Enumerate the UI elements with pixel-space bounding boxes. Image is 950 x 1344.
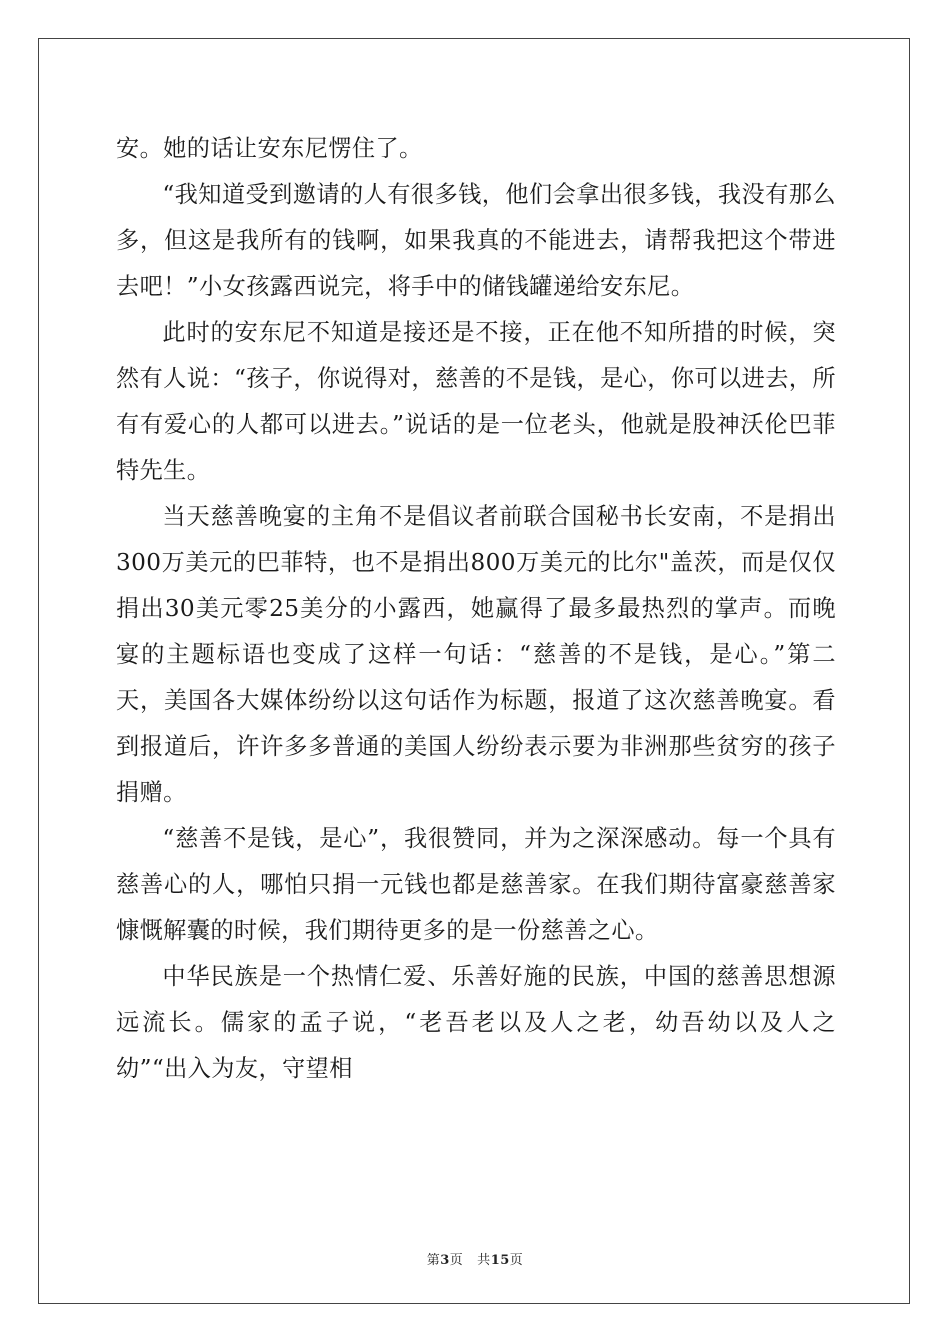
footer-prefix: 第 xyxy=(426,1253,441,1268)
document-body xyxy=(116,126,836,1092)
paragraph-reflection: “慈善不是钱，是心”，我很赞同，并为之深深感动。每一个具有慈善心的人，哪怕只捐一元钱也都是慈善家。在我们期待富豪慈善家慷慨解囊的时候，我们期待更多的是一份慈善之心。 xyxy=(116,825,836,944)
footer-total-pages: 15 xyxy=(490,1253,510,1268)
page-footer xyxy=(0,1249,950,1268)
footer-page-suffix: 页 xyxy=(449,1253,464,1268)
paragraph-chinese-tradition: 中华民族是一个热情仁爱、乐善好施的民族，中国的慈善思想源远流长。儒家的孟子说，“老吾老以及人之老，幼吾幼以及人之幼”“出入为友，守望相 xyxy=(116,963,836,1082)
footer-total-suffix: 页 xyxy=(509,1253,524,1268)
paragraph-continuation: 安。她的话让安东尼愣住了。 xyxy=(116,135,423,162)
footer-total-prefix: 共 xyxy=(477,1253,491,1268)
paragraph-lucy-quote: “我知道受到邀请的人有很多钱，他们会拿出很多钱，我没有那么多，但这是我所有的钱啊，如果我真的不能进去，请帮我把这个带进去吧！”小女孩露西说完，将手中的储钱罐递给安东尼。 xyxy=(116,181,836,300)
footer-page-number: 3 xyxy=(440,1253,450,1268)
paragraph-buffett: 此时的安东尼不知道是接还是不接，正在他不知所措的时候，突然有人说：“孩子，你说得对，慈善的不是钱，是心，你可以进去，所有有爱心的人都可以进去。”说话的是一位老头，他就是股神沃伦巴菲特先生。 xyxy=(116,319,836,484)
paragraph-gala: 当天慈善晚宴的主角不是倡议者前联合国秘书长安南，不是捐出300万美元的巴菲特，也不是捐出800万美元的比尔"盖茨，而是仅仅捐出30美元零25美分的小露西，她赢得了最多最热烈的掌声。而晚宴的主题标语也变成了这样一句话：“慈善的不是钱，是心。”第二天，美国各大媒体纷纷以这句话作为标题，报道了这次慈善晚宴。看到报道后，许许多多普通的美国人纷纷表示要为非洲那些贫穷的孩子捐赠。 xyxy=(116,503,836,806)
